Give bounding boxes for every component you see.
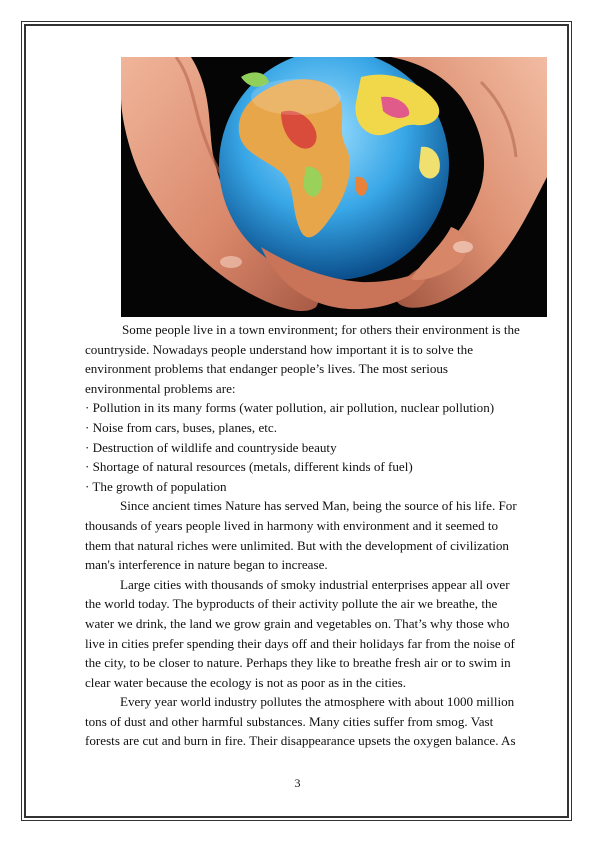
paragraph-line: them that natural riches were unlimited. But with the development of civilization [85,537,509,553]
paragraph-line: countryside. Nowadays people understand how important it is to solve the [85,341,474,357]
list-item: · Shortage of natural resources (metals, different kinds of fuel) [85,459,413,475]
paragraph-line: Since ancient times Nature has served Man, being the source of his life. For [120,498,517,514]
paragraph-line: forests are cut and burn in fire. Their disappearance upsets the oxygen balance. As [85,733,516,749]
paragraph-line: Every year world industry pollutes the atmosphere with about 1000 million [120,694,515,710]
list-item: · The growth of population [85,478,227,494]
list-item: · Noise from cars, buses, planes, etc. [85,419,277,435]
paragraph-line: Some people live in a town environment; for others their environment is the [122,322,520,337]
globe-in-hands-image [121,57,547,317]
paragraph-line: water we drink, the land we grow grain and vegetables on. That’s why those who [85,615,510,631]
paragraph-line: thousands of years people lived in harmony with environment and it seemed to [85,517,499,533]
page-number: 3 [294,776,301,790]
paragraph-line: environmental problems are: [85,380,236,396]
paragraph-line: man's interference in nature began to increase. [85,557,328,573]
body-text [85,320,555,751]
list-item: · Destruction of wildlife and countryside beauty [85,439,337,455]
paragraph-line: the world today. The byproducts of their activity pollute the air we breathe, the [85,596,498,612]
list-item: · Pollution in its many forms (water pollution, air pollution, nuclear pollution) [85,400,495,416]
paragraph-line: Large cities with thousands of smoky industrial enterprises appear all over [120,576,510,592]
globe-in-hands-illustration [121,57,547,317]
paragraph-line: the city, to be closer to nature. Perhaps they like to breathe fresh air or to swim in [85,655,511,671]
paragraph-line: clear water because the ecology is not as poor as in the cities. [85,674,407,690]
paragraph-line: tons of dust and other harmful substances. Many cities suffer from smog. Vast [85,713,494,729]
paragraph-line: live in cities prefer spending their days off and their holidays far from the noise of [85,635,515,651]
paragraph-line: environment problems that endanger people’s lives. The most serious [85,361,449,377]
